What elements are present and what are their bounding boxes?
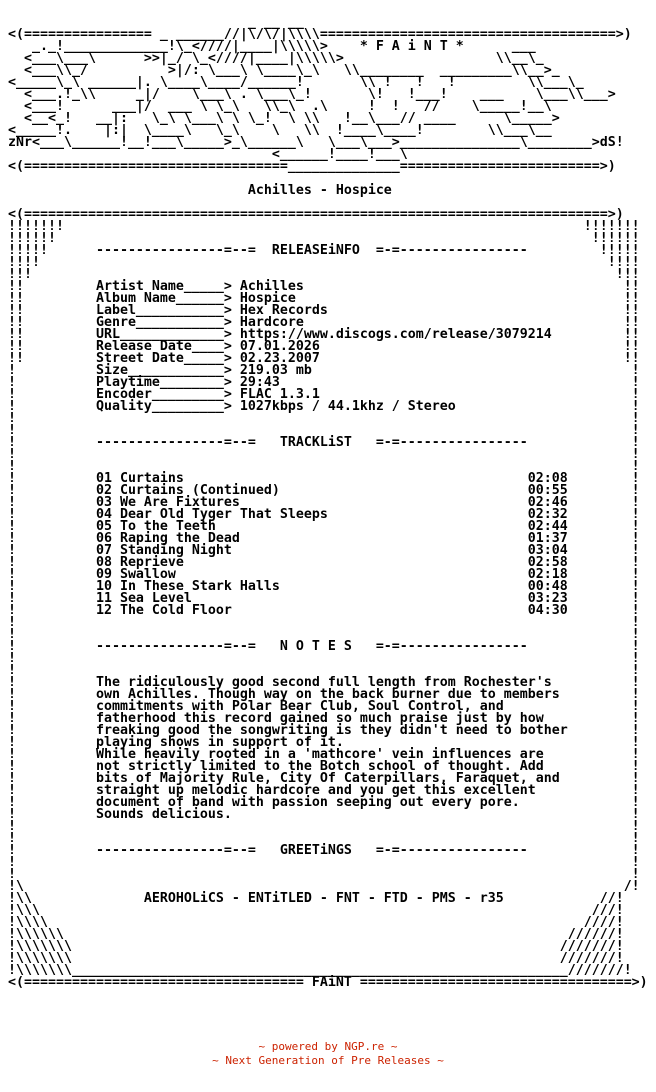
nfo-document: _ __ __ <(================ _ ______//|\/\/|\\\\=====================================>) _._!_____________!\_<////|____|\\\\\> * F A i N T * ___ <___\___\ >>|_/ \_<////|____|\\\\\> \\__\_ <___\\_/ >|/: \___\ \____\_\ \\________ _________\\__>_ <_____\_\ ______|. \____\____/______! \\ ! ! ! \\___\_ <___.!_\\ _|/ \___\ . \___\_! \! !___! ___ \___\\___> <___! ___|/ ___ \ \_\ \\_\ .\ ! ! // \_____!__\ <__<_! __|: \_\ \___\ \ \_! \ \\ !__\___// ____ \_____> <_____!. |:| \____\ \_\ \ \\ !____\____! \\___\__ zNr<___\______!__!___\_____>_\______\ \___\___>_______________\________>dS! <______!____!___\ <(=================================______________=========================>) Achilles - Hospice <(=========================================================================>) !!!!!!! !!!!!!! !!!!!! !!!!!! !!!!! ----------------=--= RELEASEiNFO =-=---------------- !!!!! !!!! !!!! !!! !!! !! Artist Name_____> Achilles !! !! Album Name______> Hospice !! !! Label___________> Hex Records !! !! Genre___________> Hardcore !! !! URL_____________> https://www.discogs.com/release/3079214 !! !! Release Date____> 07.01.2026 !! !! Street Date_____> 02.23.2007 !! ! Size____________> 219.03 mb ! ! Playtime________> 29:43 ! ! Encoder_________> FLAC 1.3.1 ! ! Quality_________> 1027kbps / 44.1khz / Stereo ! ! ! ! ! ! ----------------=--= TRACKLiST =-=---------------- ! ! ! ! ! ! 01 Curtains 02:08 ! ! 02 Curtains (Continued) 00:55 ! ! 03 We Are Fixtures 02:46 ! ! 04 Dear Old Tyger That Sleeps 02:32 ! ! 05 To the Teeth 02:44 ! ! 06 Raping the Dead 01:37 ! ! 07 Standing Night 03:04 ! ! 08 Reprieve 02:58 ! ! 09 Swallow 02:18 ! ! 10 In These Stark Halls 00:48 ! ! 11 Sea Level 03:23 ! ! 12 The Cold Floor 04:30 ! ! ! ! ! ! ----------------=--= N O T E S =-=---------------- ! ! ! ! ! ! The ridiculously good second full length from Rochester's ! ! own Achilles. Though way on the back burner due to members ! ! commitments with Polar Bear Club, Soul Control, and ! ! fatherhood this record gained so much praise just by how ! ! freaking good the songwriting is they didn't need to bother ! ! playing shows in support of it. ! ! While heavily rooted in a 'mathcore' vein influences are ! ! not strictly limited to the Botch school of thought. Add ! ! bits of Majority Rule, City Of Caterpillars, Faraquet, and ! ! straight up melodic hardcore and you get this excellent ! ! document of band with passion seeping out every pore. ! ! Sounds delicious. ! ! ! ! ! ! ----------------=--= GREETiNGS =-=---------------- ! ! ! ! ! !\ /! !\\ AEROHOLiCS - ENTiTLED - FNT - FTD - PMS - r35 //! !\\\ ///! !\\\\ ////! !\\\\\\ //////! !\\\\\\\ ///////! !\\\\\\\ ///////! !\\\\\\\______________________________________________________________///////! <(=================================== FAiNT ==================================>): [8, 15, 648, 990]
tagline-text: ~ Next Generation of Pre Releases ~: [212, 1054, 444, 1067]
powered-by-link[interactable]: ~ powered by NGP.re ~: [258, 1040, 398, 1053]
